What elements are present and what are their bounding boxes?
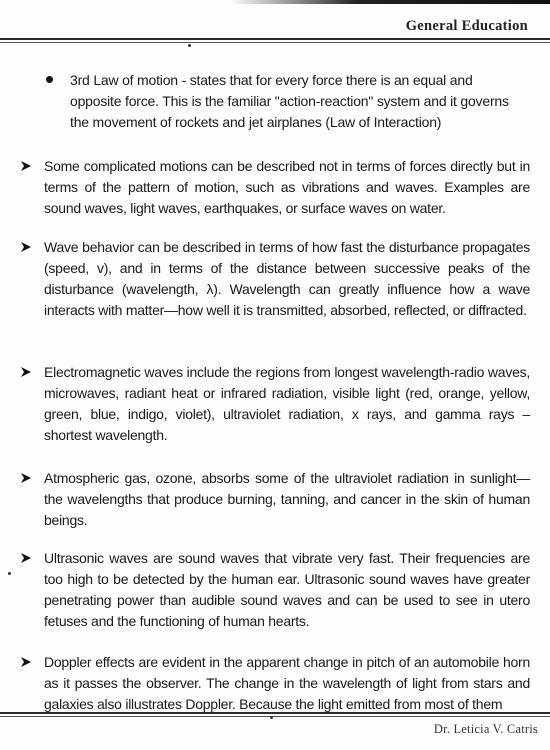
- list-item-text: Ultrasonic waves are sound waves that vibrate very fast. Their frequencies are too high to be detected by the human ear. Ultrasonic sound waves have greater penetrating power than audible sound waves and can be used to see in utero fetuses and the functioning of human hearts.: [44, 550, 530, 629]
- arrowhead-bullet-icon: [20, 548, 32, 564]
- sub-bullet-third-law: [46, 70, 526, 133]
- arrowhead-bullet-icon: [20, 468, 32, 484]
- list-item-text: Doppler effects are evident in the apparent change in pitch of an automobile horn as it passes the observer. The change in the wavelength of light from stars and galaxies also illustrates Doppler. Because the light emitted from most of them: [44, 654, 530, 712]
- scan-speck: [188, 44, 191, 47]
- footer-rule-thin: [0, 716, 550, 717]
- list-item: [20, 652, 530, 715]
- list-item: [20, 237, 530, 321]
- header-rule-thick: [0, 38, 550, 40]
- scan-speck: [270, 716, 273, 719]
- list-item-text: Electromagnetic waves include the regions from longest wavelength-radio waves, microwaves, radiant heat or infrared radiation, visible light (red, orange, yellow, green, blue, indigo, violet), ultraviolet radiation, x rays, and gamma rays – shortest wavelength.: [44, 364, 530, 443]
- scan-top-edge: [230, 0, 550, 4]
- list-item: [20, 362, 530, 446]
- arrowhead-bullet-icon: [20, 156, 32, 172]
- scan-speck: [8, 572, 11, 575]
- arrowhead-bullet-icon: [20, 362, 32, 378]
- filled-circle-bullet-icon: [46, 76, 53, 83]
- list-item-text: Some complicated motions can be described not in terms of forces directly but in terms of the pattern of motion, such as vibrations and waves. Examples are sound waves, light waves, earthquakes, or surface waves on water.: [44, 158, 530, 216]
- list-item: [20, 156, 530, 219]
- sub-bullet-text: 3rd Law of motion - states that for every force there is an equal and opposite force. This is the familiar "action-reaction" system and it governs the movement of rockets and jet airplanes (Law of Interaction): [70, 72, 509, 130]
- arrowhead-bullet-icon: [20, 237, 32, 253]
- arrowhead-bullet-icon: [20, 652, 32, 668]
- running-footer-author: Dr. Leticia V. Catris: [433, 722, 538, 736]
- list-item: [20, 548, 530, 632]
- running-header-title: General Education: [405, 18, 528, 34]
- list-item-text: Wave behavior can be described in terms of how fast the disturbance propagates (speed, v), and in terms of the distance between successive peaks of the disturbance (wavelength, λ). Wavelength can greatly influence how a wave interacts with matter—how well it is transmitted, absorbed, reflected, or diffracted.: [44, 239, 530, 318]
- footer-rule-thick: [0, 712, 550, 714]
- list-item: [20, 468, 530, 531]
- list-item-text: Atmospheric gas, ozone, absorbs some of the ultraviolet radiation in sunlight—the wavelengths that produce burning, tanning, and cancer in the skin of human beings.: [44, 470, 530, 528]
- header-rule-thin: [0, 42, 550, 43]
